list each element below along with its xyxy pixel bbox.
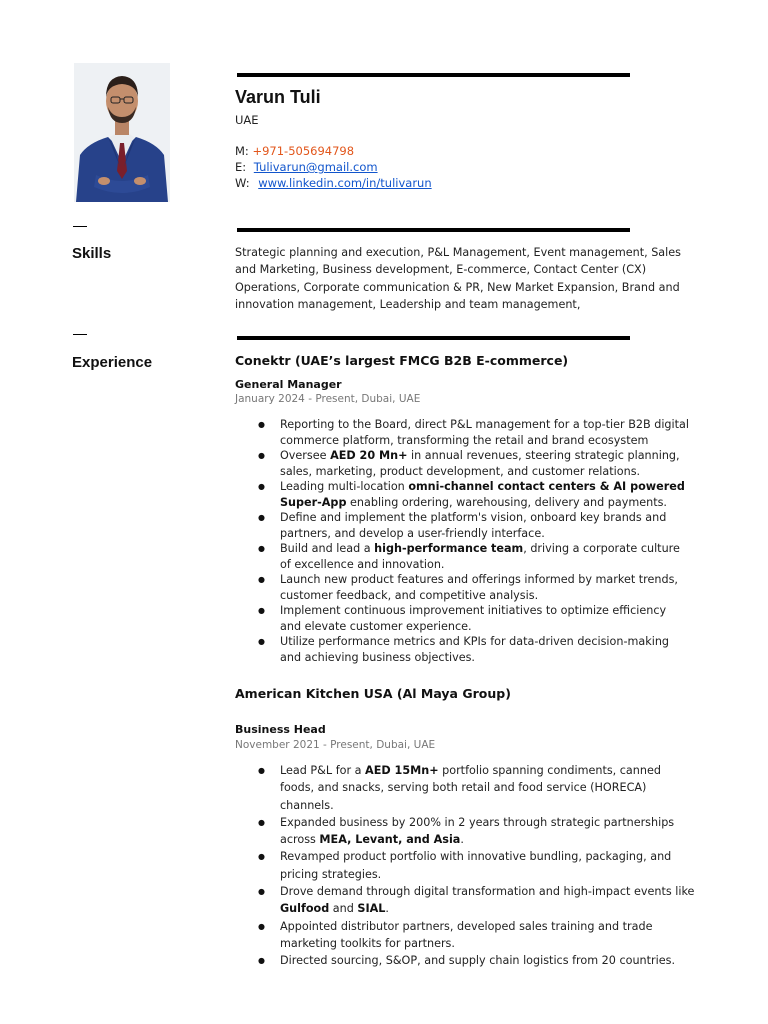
list-item: ● Implement continuous improvement initiatives to optimize efficiency and elevate customer experience. — [258, 603, 690, 634]
job-meta: November 2021 - Present, Dubai, UAE — [235, 739, 436, 751]
list-item: ● Define and implement the platform's vision, onboard key brands and partners, and develop a user-friendly interface. — [258, 510, 690, 541]
profile-photo — [74, 63, 170, 202]
list-item: ● Leading multi-location omni-channel contact centers & AI powered Super-App enabling ordering, warehousing, delivery and payments. — [258, 479, 690, 510]
list-item: ● Directed sourcing, S&OP, and supply chain logistics from 20 countries. — [258, 952, 698, 969]
list-item: ● Appointed distributor partners, developed sales training and trade marketing toolkits for partners. — [258, 918, 698, 953]
skills-heading: Skills — [72, 245, 112, 262]
experience-divider — [237, 336, 630, 340]
phone-line — [235, 143, 354, 159]
section-dash — [73, 334, 87, 335]
job-bullets — [258, 762, 698, 970]
job-title: Business Head — [235, 723, 326, 736]
email-label: E: — [235, 160, 247, 174]
candidate-name: Varun Tuli — [235, 87, 321, 107]
skills-text: Strategic planning and execution, P&L Management, Event management, Sales and Marketing, Business development, E-commerce, Contact Center (CX) Operations, Corporate communication & PR, New Market Expansion, Brand and innovation management, Leadership and team management, — [235, 246, 681, 311]
list-item: ● Lead P&L for a AED 15Mn+ portfolio spanning condiments, canned foods, and snacks, serving both retail and food service (HORECA) channels. — [258, 762, 698, 814]
list-item: ● Oversee AED 20 Mn+ in annual revenues, steering strategic planning, sales, marketing, product development, and customer relations. — [258, 448, 690, 479]
list-item: ● Drove demand through digital transformation and high-impact events like Gulfood and SIAL. — [258, 883, 698, 918]
experience-heading: Experience — [72, 354, 153, 371]
company-name: Conektr (UAE’s largest FMCG B2B E-commerce) — [235, 353, 569, 368]
company-name: American Kitchen USA (Al Maya Group) — [235, 686, 511, 701]
web-line — [235, 175, 432, 191]
list-item: ● Revamped product portfolio with innovative bundling, packaging, and pricing strategies. — [258, 848, 698, 883]
list-item: ● Launch new product features and offerings informed by market trends, customer feedback, and competitive analysis. — [258, 572, 690, 603]
job-meta: January 2024 - Present, Dubai, UAE — [235, 393, 421, 405]
list-item: ● Expanded business by 200% in 2 years through strategic partnerships across MEA, Levant, and Asia. — [258, 814, 698, 849]
list-item: ● Reporting to the Board, direct P&L management for a top-tier B2B digital commerce platform, transforming the retail and brand ecosystem — [258, 417, 690, 448]
skills-divider — [237, 228, 630, 232]
job-title: General Manager — [235, 378, 342, 391]
email-line — [235, 159, 378, 175]
phone-label: M: — [235, 144, 249, 158]
location: UAE — [235, 113, 259, 127]
phone-number[interactable]: +971-505694798 — [252, 144, 355, 158]
web-label: W: — [235, 176, 250, 190]
person-portrait-icon — [74, 63, 170, 202]
linkedin-link[interactable]: www.linkedin.com/in/tulivarun — [258, 176, 432, 190]
section-dash — [73, 226, 87, 227]
job-bullets — [258, 417, 690, 665]
list-item: ● Utilize performance metrics and KPIs for data-driven decision-making and achieving business objectives. — [258, 634, 690, 665]
header-divider — [237, 73, 630, 77]
email-link[interactable]: Tulivarun@gmail.com — [253, 160, 378, 174]
list-item: ● Build and lead a high-performance team, driving a corporate culture of excellence and innovation. — [258, 541, 690, 572]
